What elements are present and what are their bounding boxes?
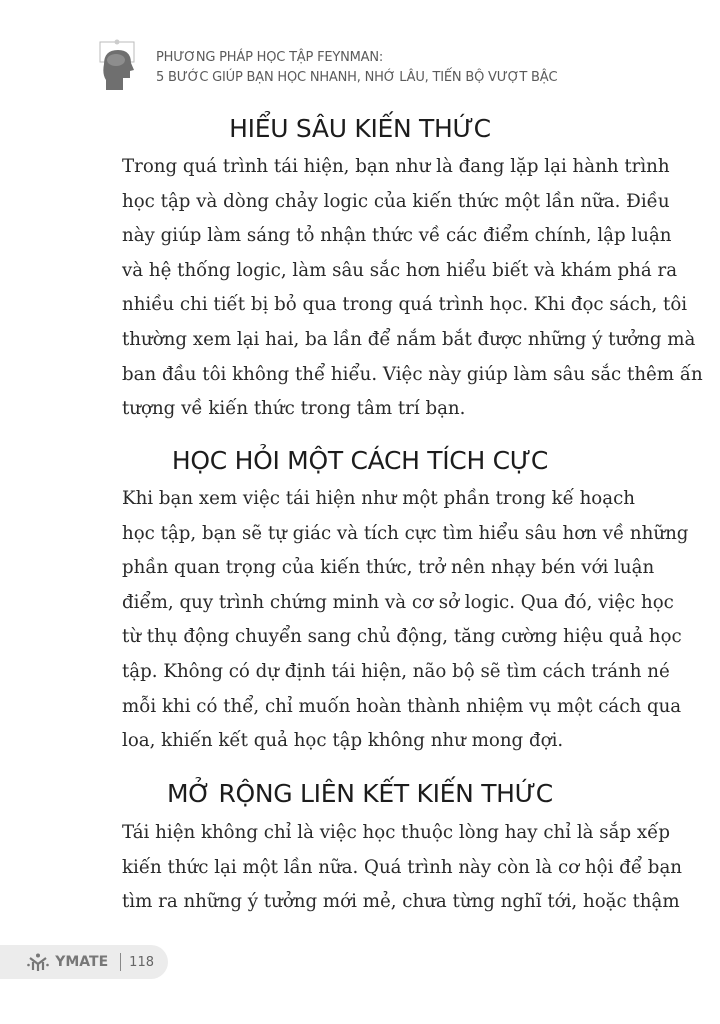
text-line: tập. Không có dự định tái hiện, não bộ sẽ tìm cách tránh né <box>122 660 670 682</box>
text-line: phần quan trọng của kiến thức, trở nên nhạy bén với luận <box>122 557 655 579</box>
text-line: thường xem lại hai, ba lần để nắm bắt được những ý tưởng mà <box>122 328 696 350</box>
section-paragraph <box>122 150 703 427</box>
page-footer <box>0 945 168 979</box>
text-line: và hệ thống logic, làm sâu sắc hơn hiểu biết và khám phá ra <box>122 259 678 281</box>
head-lightbulb-icon <box>98 36 136 92</box>
ymate-logo-icon <box>27 953 49 971</box>
header-line-2: 5 BƯỚC GIÚP BẠN HỌC NHANH, NHỚ LÂU, TIẾN BỘ VƯỢT BẬC <box>156 70 558 85</box>
text-line: này giúp làm sáng tỏ nhận thức về các điểm chính, lập luận <box>122 225 672 247</box>
text-line: Khi bạn xem việc tái hiện như một phần trong kế hoạch <box>122 488 635 509</box>
text-line: Tái hiện không chỉ là việc học thuộc lòng hay chỉ là sắp xếp <box>122 822 670 843</box>
text-line: học tập, bạn sẽ tự giác và tích cực tìm hiểu sâu hơn về những <box>122 522 689 544</box>
section-title: HỌC HỎI MỘT CÁCH TÍCH CỰC <box>171 446 549 475</box>
section-title: HIỂU SÂU KIẾN THỨC <box>229 114 491 143</box>
running-header <box>98 36 557 92</box>
section-paragraph <box>122 482 689 759</box>
text-line: ban đầu tôi không thể hiểu. Việc này giúp làm sâu sắc thêm ấn <box>122 363 703 385</box>
page-number: 118 <box>129 954 154 970</box>
text-line: nhiều chi tiết bị bỏ qua trong quá trình học. Khi đọc sách, tôi <box>122 294 688 316</box>
text-line: mỗi khi có thể, chỉ muốn hoàn thành nhiệm vụ một cách qua <box>122 695 682 717</box>
footer-divider <box>120 953 121 971</box>
text-line: tìm ra những ý tưởng mới mẻ, chưa từng nghĩ tới, hoặc thậm <box>122 891 680 913</box>
text-line: điểm, quy trình chứng minh và cơ sở logic. Qua đó, việc học <box>122 591 674 613</box>
section-title: MỞ RỘNG LIÊN KẾT KIẾN THỨC <box>167 779 553 808</box>
text-line: học tập và dòng chảy logic của kiến thức một lần nữa. Điều <box>122 190 670 212</box>
brand-name: YMATE <box>55 954 109 970</box>
text-line: loa, khiến kết quả học tập không như mong đợi. <box>122 730 564 752</box>
text-line: tượng về kiến thức trong tâm trí bạn. <box>122 398 466 420</box>
publisher-logo <box>27 953 108 971</box>
header-line-1: PHƯƠNG PHÁP HỌC TẬP FEYNMAN: <box>156 50 384 65</box>
section-paragraph <box>122 816 683 920</box>
text-line: Trong quá trình tái hiện, bạn như là đang lặp lại hành trình <box>122 156 670 177</box>
text-line: kiến thức lại một lần nữa. Quá trình này còn là cơ hội để bạn <box>122 856 683 878</box>
text-line: từ thụ động chuyển sang chủ động, tăng cường hiệu quả học <box>122 626 682 648</box>
